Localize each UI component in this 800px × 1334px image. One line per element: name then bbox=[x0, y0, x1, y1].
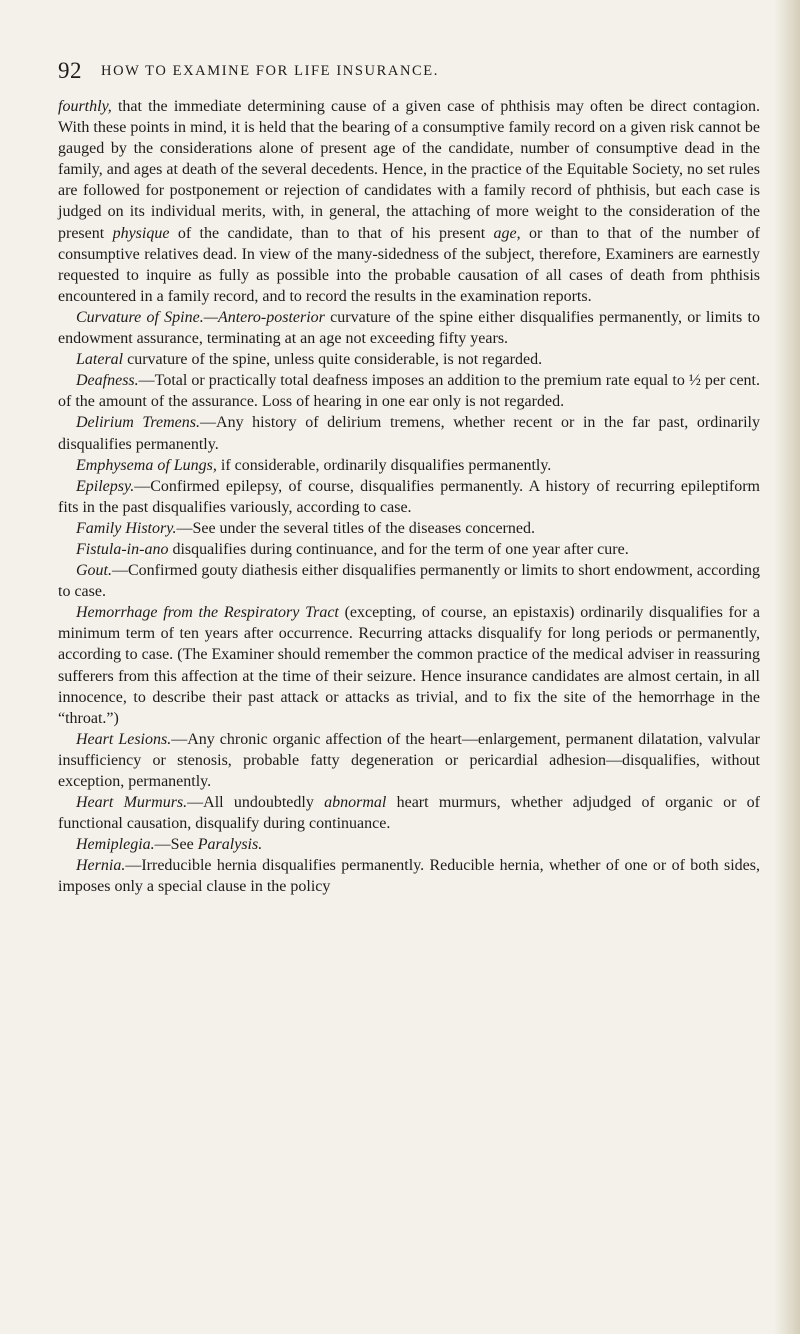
run-in-heading: Heart Murmurs. bbox=[76, 794, 188, 812]
entry-text: curvature of the spine either disqualifies permanently, or limits to endowment assurance, terminating at an age not exceeding fifty years. bbox=[58, 308, 760, 348]
paragraph-text: of the candidate, than to that of his present bbox=[169, 224, 494, 242]
entry-text: heart murmurs, whether adjudged of organic or of functional causation, disqualify during continuance. bbox=[58, 794, 761, 833]
entry-text: —Total or practically total deafness imposes an addition to the premium rate equal to ½ per cent. of the amount of the assurance. Loss of hearing in one ear only is not regarded. bbox=[58, 372, 760, 411]
run-in-heading: Delirium Tremens. bbox=[76, 414, 201, 432]
run-in-heading: Epilepsy. bbox=[76, 477, 135, 495]
entry-text: disqualifies during continuance, and for the term of one year after cure. bbox=[168, 540, 629, 558]
running-head bbox=[58, 58, 758, 86]
entry-text: (excepting, of course, an epistaxis) ordinarily disqualifies for a minimum term of ten years after occurrence. Recurring attacks disqualify for long periods or permanently, according to case. (The Examiner should remember the common practice of the medical adviser in reassuring sufferers from this affection at the time of their seizure. Hence insurance candidates are almost certain, in all innocence, to describe their past attack or attacks as trivial, and to fix the site of the hemorrhage in the “throat.”) bbox=[58, 604, 760, 727]
running-title: HOW TO EXAMINE FOR LIFE INSURANCE. bbox=[101, 63, 439, 79]
entry-text: —Any history of delirium tremens, whether recent or in the far past, ordinarily disqualifies permanently. bbox=[58, 414, 760, 453]
entry-hernia bbox=[58, 855, 760, 897]
entry-gout bbox=[58, 560, 760, 602]
entry-heart-murmurs bbox=[58, 792, 760, 834]
entry-lateral-curvature bbox=[58, 349, 760, 370]
run-in-heading: Family History. bbox=[76, 519, 177, 537]
run-in-heading: Deafness. bbox=[76, 372, 139, 390]
entry-epilepsy bbox=[58, 476, 760, 518]
body-text bbox=[58, 96, 760, 898]
entry-fistula bbox=[58, 539, 760, 560]
run-in-heading: Hemiplegia. bbox=[76, 836, 155, 854]
run-in-heading: Lateral bbox=[76, 351, 124, 369]
entry-hemiplegia bbox=[58, 834, 760, 855]
entry-text: —Confirmed gouty diathesis either disqualifies permanently or limits to short endowment, according to case. bbox=[58, 562, 760, 601]
emphasis: physique bbox=[112, 224, 170, 242]
cross-reference: Paralysis. bbox=[197, 836, 263, 854]
entry-emphysema bbox=[58, 455, 760, 476]
run-in-heading: Gout. bbox=[76, 562, 112, 580]
emphasis: age bbox=[493, 224, 517, 242]
entry-deafness bbox=[58, 370, 760, 412]
run-in-heading: Hemorrhage from the Respiratory Tract bbox=[76, 604, 339, 622]
run-in-heading: Fistula-in-ano bbox=[76, 540, 169, 558]
entry-text: —See bbox=[154, 836, 198, 854]
entry-delirium-tremens bbox=[58, 412, 760, 454]
entry-text: if considerable, ordinarily disqualifies permanently. bbox=[216, 456, 552, 474]
emphasis: abnormal bbox=[324, 794, 387, 812]
entry-family-history bbox=[58, 518, 760, 539]
entry-text: curvature of the spine, unless quite considerable, is not regarded. bbox=[123, 351, 543, 369]
paragraph-phthisis-continuation bbox=[58, 96, 760, 307]
run-in-heading: Curvature of Spine.—Antero-posterior bbox=[76, 308, 325, 326]
paragraph-text: , or than to that of the number of consumptive relatives dead. In view of the many-sidedness of the subject, therefore, Examiners are earnestly requested to inquire as fully as possible into the probable causation of all cases of death from phthisis encountered in a family record, and to record the results in the examination reports. bbox=[58, 224, 761, 305]
run-in-heading: Hernia. bbox=[76, 857, 126, 875]
page-number: 92 bbox=[58, 58, 82, 83]
entry-text: —Any chronic organic affection of the heart—enlargement, permanent dilatation, valvular insufficiency or stenosis, probable fatty degeneration or pericardial adhesion—disqualifies, without exception, permanently. bbox=[58, 730, 760, 790]
run-in-lead: fourthly, bbox=[58, 98, 112, 115]
entry-text: —Confirmed epilepsy, of course, disqualifies permanently. A history of recurring epileptiform fits in the past disqualifies variously, according to case. bbox=[58, 477, 760, 516]
entry-text: —See under the several titles of the diseases concerned. bbox=[176, 519, 535, 537]
run-in-heading: Emphysema of Lungs, bbox=[76, 456, 217, 474]
paragraph-text: that the immediate determining cause of a given case of phthisis may often be direct contagion. With these points in mind, it is held that the bearing of a consumptive family record on a given risk cannot be gauged by the considerations alone of present age of the candidate, number of consumptive dead in the family, and ages at death of the several decedents. Hence, in the practice of the Equitable Society, no set rules are followed for postponement or rejection of candidates with a family record of phthisis, but each case is judged on its individual merits, with, in general, the attaching of more weight to the consideration of the present bbox=[58, 98, 760, 242]
entry-text: —Irreducible hernia disqualifies permanently. Reducible hernia, whether of one or of both sides, imposes only a special clause in the policy bbox=[58, 857, 760, 896]
page-edge-shadow bbox=[774, 0, 800, 1334]
entry-text: —All undoubtedly bbox=[187, 794, 325, 812]
run-in-heading: Heart Lesions. bbox=[76, 730, 172, 748]
entry-hemorrhage bbox=[58, 602, 760, 729]
entry-curvature-of-spine bbox=[58, 307, 760, 349]
entry-heart-lesions bbox=[58, 729, 760, 792]
